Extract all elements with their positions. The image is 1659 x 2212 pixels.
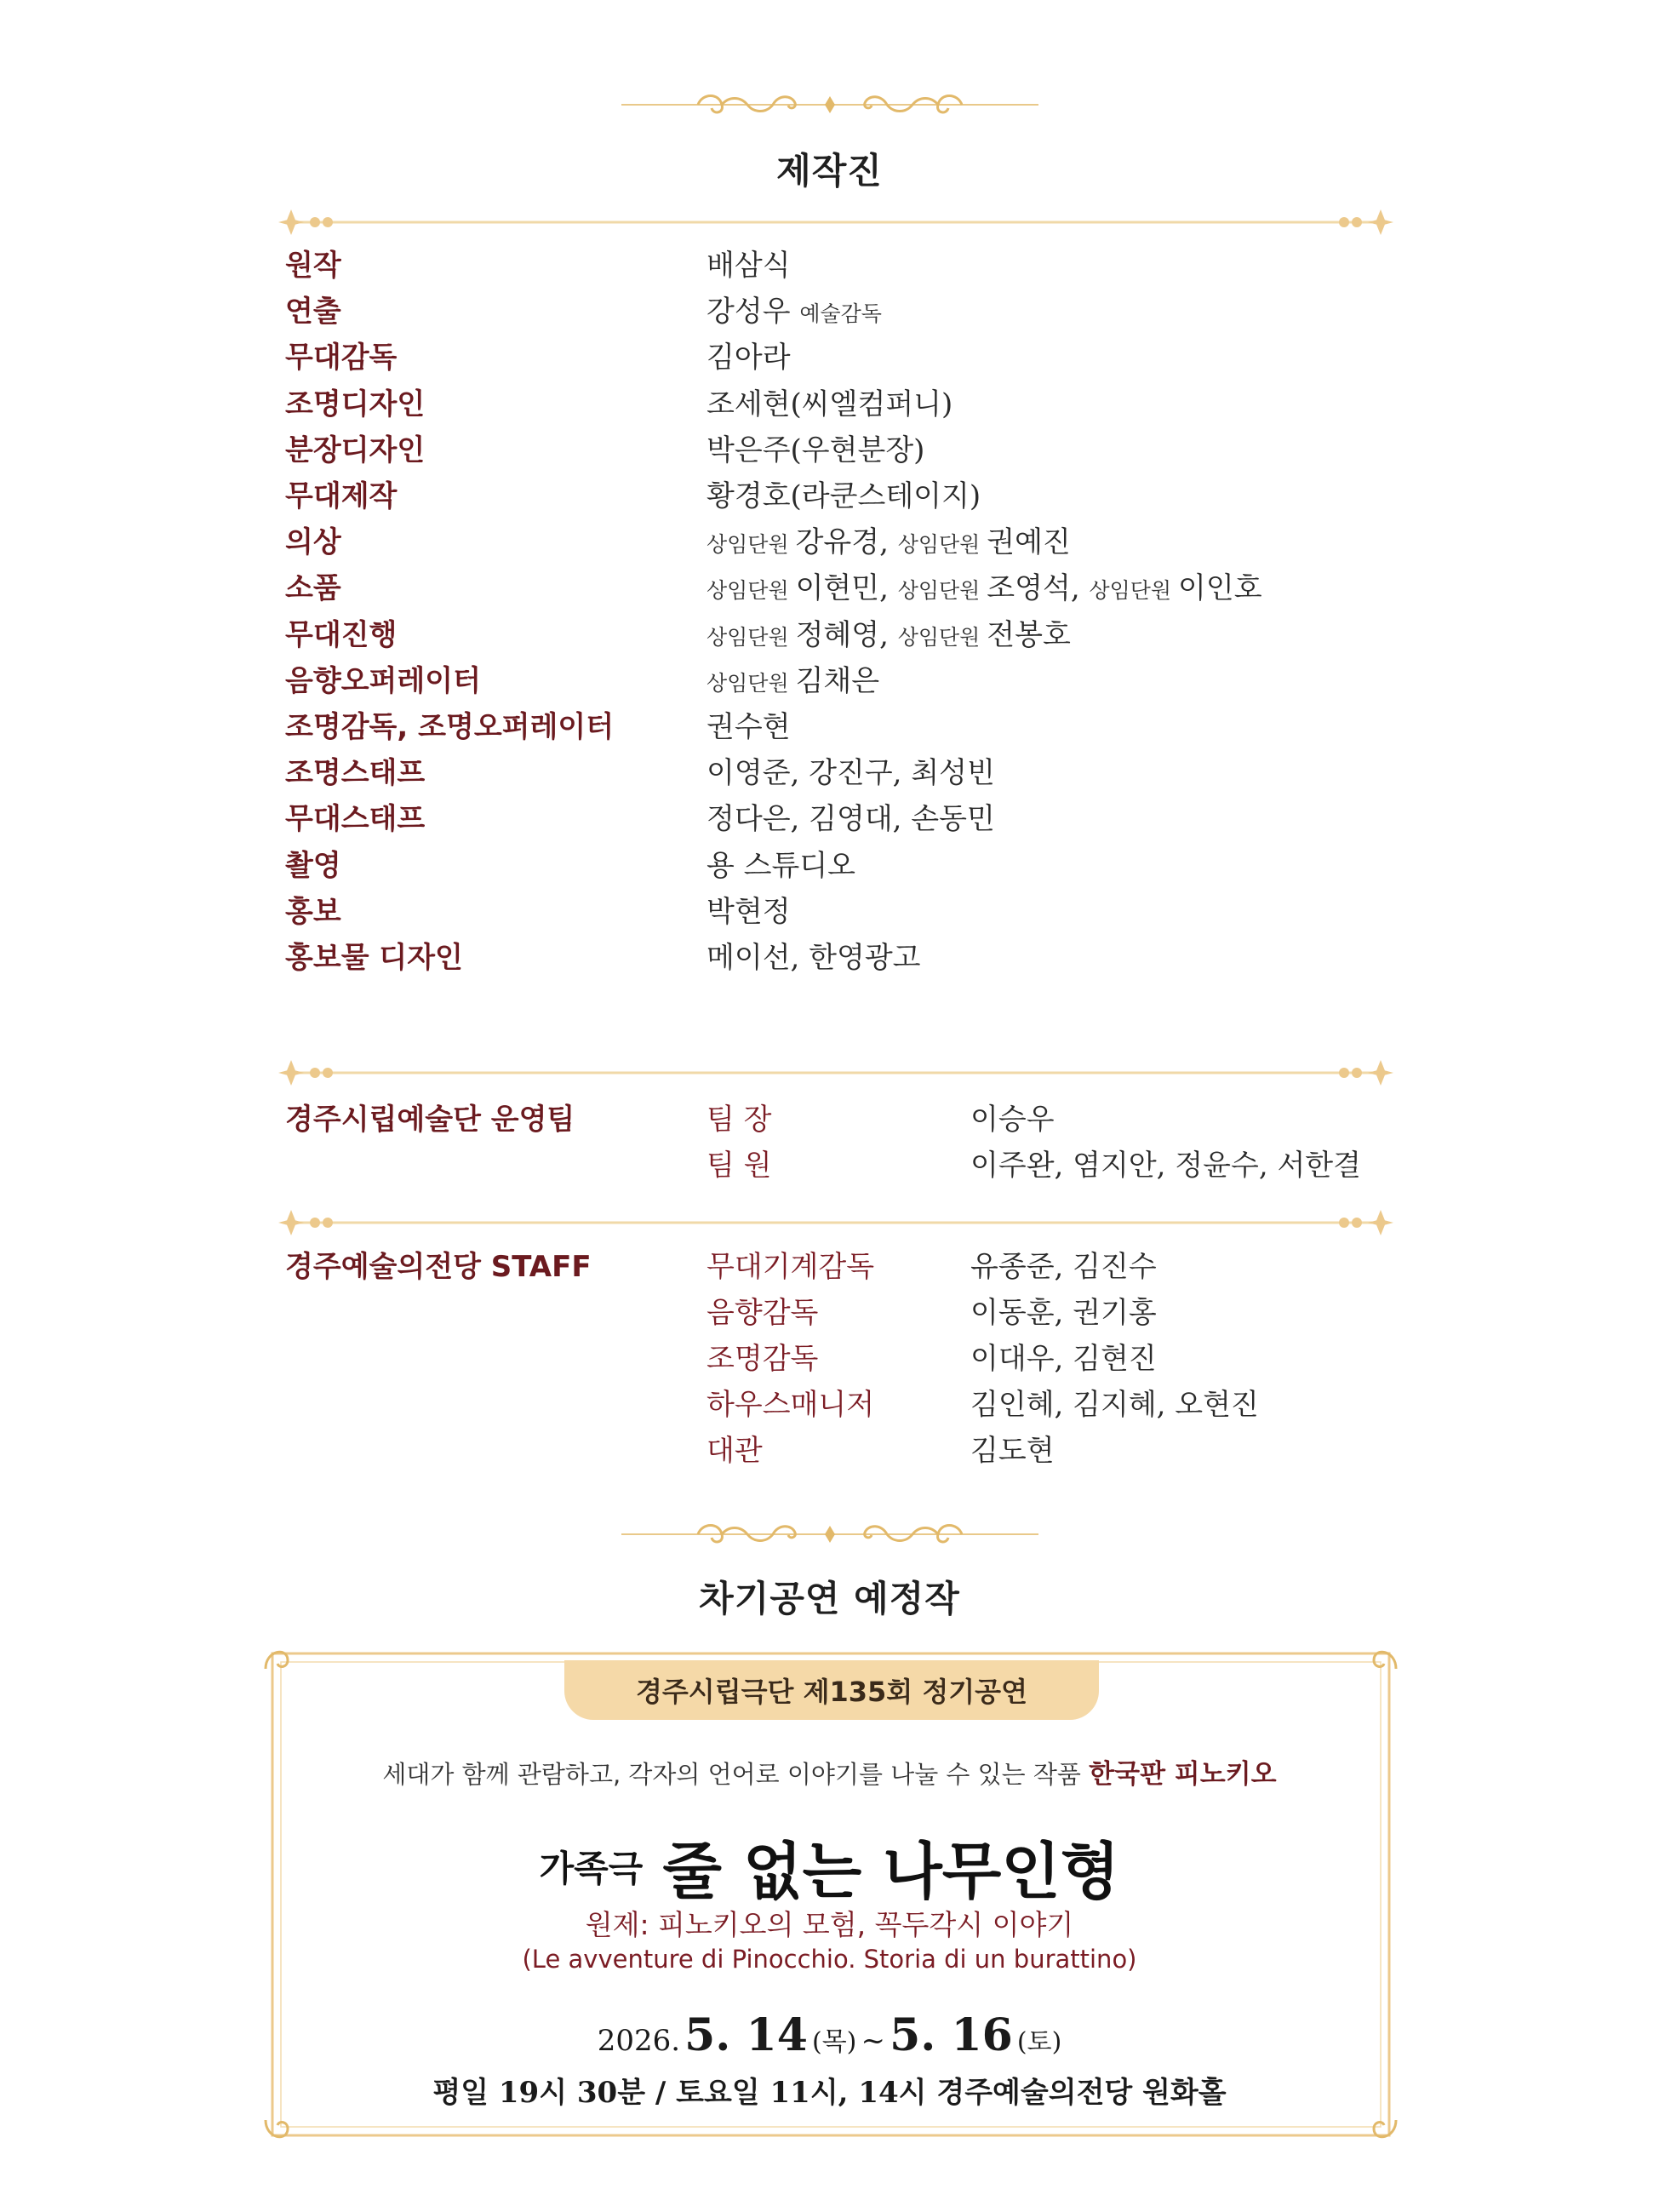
credit-role: 의상 (285, 525, 341, 559)
credit-name-text: 강유경, (795, 525, 898, 559)
credit-name (707, 295, 882, 331)
venue: 경주예술의전당 원화홀 (936, 2076, 1227, 2110)
credit-title-prefix: 예술감독 (799, 301, 882, 326)
credit-role: 조명스태프 (285, 756, 426, 790)
hall-name: 이동훈, 권기홍 (970, 1296, 1157, 1330)
credit-role: 조명감독, 조명오퍼레이터 (285, 710, 615, 744)
play-title: 줄 없는 나무인형 (662, 1835, 1120, 1907)
production-title: 제작진 (776, 150, 883, 192)
date-separator: ~ (861, 2024, 885, 2058)
credit-name-text: 조세현(씨엘컴퍼니) (707, 387, 953, 421)
original-title: 원제: 피노키오의 모험, 꼭두각시 이야기 (585, 1908, 1074, 1941)
credit-name (707, 664, 879, 701)
play-title-line (0, 1822, 1659, 1911)
ops-name: 이주완, 염지안, 정윤수, 서한결 (970, 1149, 1361, 1183)
ops-role: 팀 장 (707, 1103, 772, 1137)
hall-role: 대관 (707, 1434, 763, 1468)
next-show-banner: 경주시립극단 제135회 정기공연 (564, 1660, 1099, 1720)
credit-role: 홍보 (285, 895, 341, 929)
credit-name-text: 정다은, 김영대, 손동민 (707, 802, 995, 836)
credit-name (707, 479, 981, 513)
credit-role: 연출 (285, 295, 341, 329)
credit-name (707, 341, 791, 375)
date-end-day: (토) (1016, 2027, 1062, 2057)
credit-title-prefix: 상임단원 (707, 671, 796, 696)
date-year: 2026. (597, 2024, 681, 2058)
hall-role: 음향감독 (707, 1296, 819, 1330)
tagline-line (0, 1752, 1659, 1791)
hall-staff-label: 경주예술의전당 STAFF (285, 1250, 592, 1284)
credit-name (707, 387, 952, 421)
credit-role: 무대감독 (285, 341, 398, 375)
ornament-flourish (621, 90, 1038, 119)
credit-role: 촬영 (285, 849, 341, 883)
credit-name-text: 박현정 (707, 895, 791, 929)
ops-team-label: 경주시립예술단 운영팀 (285, 1103, 575, 1137)
hall-role: 조명감독 (707, 1342, 819, 1376)
credit-role: 원작 (285, 249, 341, 283)
credit-name-text: 권수현 (707, 710, 791, 744)
credit-name (707, 618, 1071, 655)
credit-title-prefix: 상임단원 (1089, 578, 1178, 603)
ornament-flourish (621, 1520, 1038, 1549)
credit-role: 음향오퍼레이터 (285, 664, 481, 698)
hall-name: 유종준, 김진수 (970, 1250, 1157, 1284)
credit-role: 무대제작 (285, 479, 398, 513)
credit-name (707, 249, 791, 283)
credit-name-text: 이현민, (795, 571, 898, 605)
credit-name-text: 황경호(라쿤스테이지) (707, 479, 981, 513)
credit-name (707, 525, 1071, 562)
credit-name-text: 용 스튜디오 (707, 849, 856, 883)
credit-name-text: 정혜영, (795, 618, 898, 652)
date-line (0, 2009, 1659, 2061)
credit-role: 홍보물 디자인 (285, 941, 463, 975)
credit-name-text: 배삼식 (707, 249, 791, 283)
credit-name-text: 메이선, 한영광고 (707, 941, 921, 975)
credit-name-text: 전봉호 (987, 618, 1071, 652)
credit-name-text: 조영석, (987, 571, 1090, 605)
hall-name: 이대우, 김현진 (970, 1342, 1157, 1376)
divider (266, 1210, 1406, 1235)
credit-title-prefix: 상임단원 (897, 578, 987, 603)
credit-name (707, 433, 924, 467)
credit-role: 분장디자인 (285, 433, 426, 467)
credit-name-text: 김채은 (795, 664, 880, 698)
divider (266, 209, 1406, 235)
credit-role: 무대진행 (285, 618, 398, 652)
hall-role: 하우스매니저 (707, 1388, 875, 1422)
hall-role: 무대기계감독 (707, 1250, 875, 1284)
credit-role: 소품 (285, 571, 341, 605)
credit-role: 조명디자인 (285, 387, 426, 421)
credit-name (707, 941, 921, 975)
genre-label: 가족극 (539, 1848, 644, 1889)
credit-title-prefix: 상임단원 (897, 625, 987, 650)
credit-name-text: 강성우 (707, 295, 800, 329)
credit-name-text: 박은주(우현분장) (707, 433, 925, 467)
credit-title-prefix: 상임단원 (707, 532, 796, 557)
schedule-line (0, 2069, 1659, 2111)
date-end: 5. 16 (890, 2009, 1013, 2061)
ops-name: 이승우 (970, 1103, 1055, 1137)
date-start: 5. 14 (684, 2009, 808, 2061)
credit-name (707, 710, 791, 744)
credit-name-text: 김아라 (707, 341, 791, 375)
tagline-highlight: 한국판 피노키오 (1089, 1759, 1277, 1790)
schedule: 평일 19시 30분 / 토요일 11시, 14시 (432, 2076, 927, 2110)
credit-title-prefix: 상임단원 (897, 532, 987, 557)
credit-name-text: 이영준, 강진구, 최성빈 (707, 756, 995, 790)
next-show-title: 차기공연 예정작 (699, 1578, 960, 1619)
credit-name (707, 895, 791, 929)
credit-title-prefix: 상임단원 (707, 578, 796, 603)
credit-name (707, 756, 995, 790)
hall-name: 김인혜, 김지혜, 오현진 (970, 1388, 1259, 1422)
credit-name-text: 이인호 (1178, 571, 1262, 605)
credit-role: 무대스태프 (285, 802, 426, 836)
credit-name (707, 849, 855, 883)
ops-role: 팀 원 (707, 1149, 772, 1183)
credit-name-text: 권예진 (987, 525, 1071, 559)
credit-name (707, 571, 1262, 608)
italian-title: (Le avventure di Pinocchio. Storia di un burattino) (522, 1945, 1137, 1974)
date-start-day: (목) (811, 2027, 857, 2057)
tagline: 세대가 함께 관람하고, 각자의 언어로 이야기를 나눌 수 있는 작품 (382, 1760, 1081, 1789)
hall-name: 김도현 (970, 1434, 1055, 1468)
divider (266, 1060, 1406, 1086)
credit-name (707, 802, 995, 836)
credit-title-prefix: 상임단원 (707, 625, 796, 650)
